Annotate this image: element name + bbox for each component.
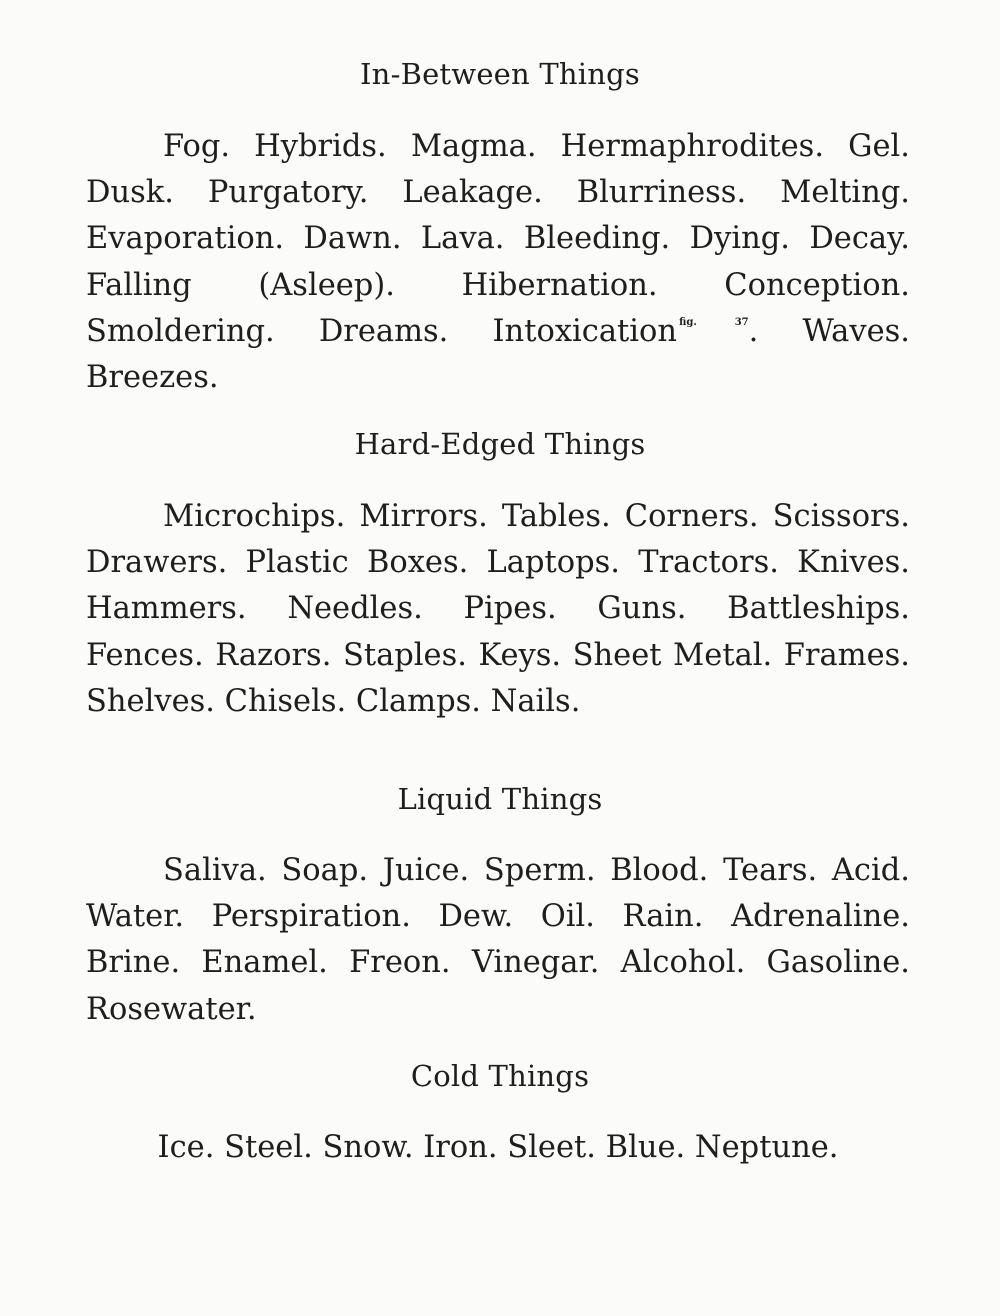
body-text: Fog. Hybrids. Magma. Hermaphrodites. Gel. Dusk. Purgatory. Leakage. Blurriness. Melting. Evaporation. Dawn. Lava. Bleeding. Dying. Decay. Falling (Asleep). Hibernation. Conception. Smoldering. Dreams. Intoxication <box>86 129 910 349</box>
section-title-in-between-things: In-Between Things <box>360 57 640 91</box>
section-body-liquid-things: Saliva. Soap. Juice. Sperm. Blood. Tears. Acid. Water. Perspiration. Dew. Oil. Rain. Adrenaline. Brine. Enamel. Freon. Vinegar. Alcohol. Gasoline. Rosewater. <box>86 853 910 1027</box>
section-body-in-between-things <box>86 124 910 401</box>
section-title-liquid-things: Liquid Things <box>397 782 603 816</box>
section-title-cold-things: Cold Things <box>410 1059 590 1093</box>
section-title-hard-edged-things: Hard-Edged Things <box>354 427 646 461</box>
section-body-cold-things: Ice. Steel. Snow. Iron. Sleet. Blue. Neptune. <box>157 1130 839 1165</box>
footnote-reference: fig. 37 <box>679 316 749 328</box>
body-text-continued: . Waves. Breezes. <box>86 313 910 396</box>
section-body-hard-edged-things: Microchips. Mirrors. Tables. Corners. Scissors. Drawers. Plastic Boxes. Laptops. Tractors. Knives. Hammers. Needles. Pipes. Guns. Battleships. Fences. Razors. Staples. Keys. Sheet Metal. Frames. Shelves. Chisels. Clamps. Nails. <box>86 499 910 719</box>
